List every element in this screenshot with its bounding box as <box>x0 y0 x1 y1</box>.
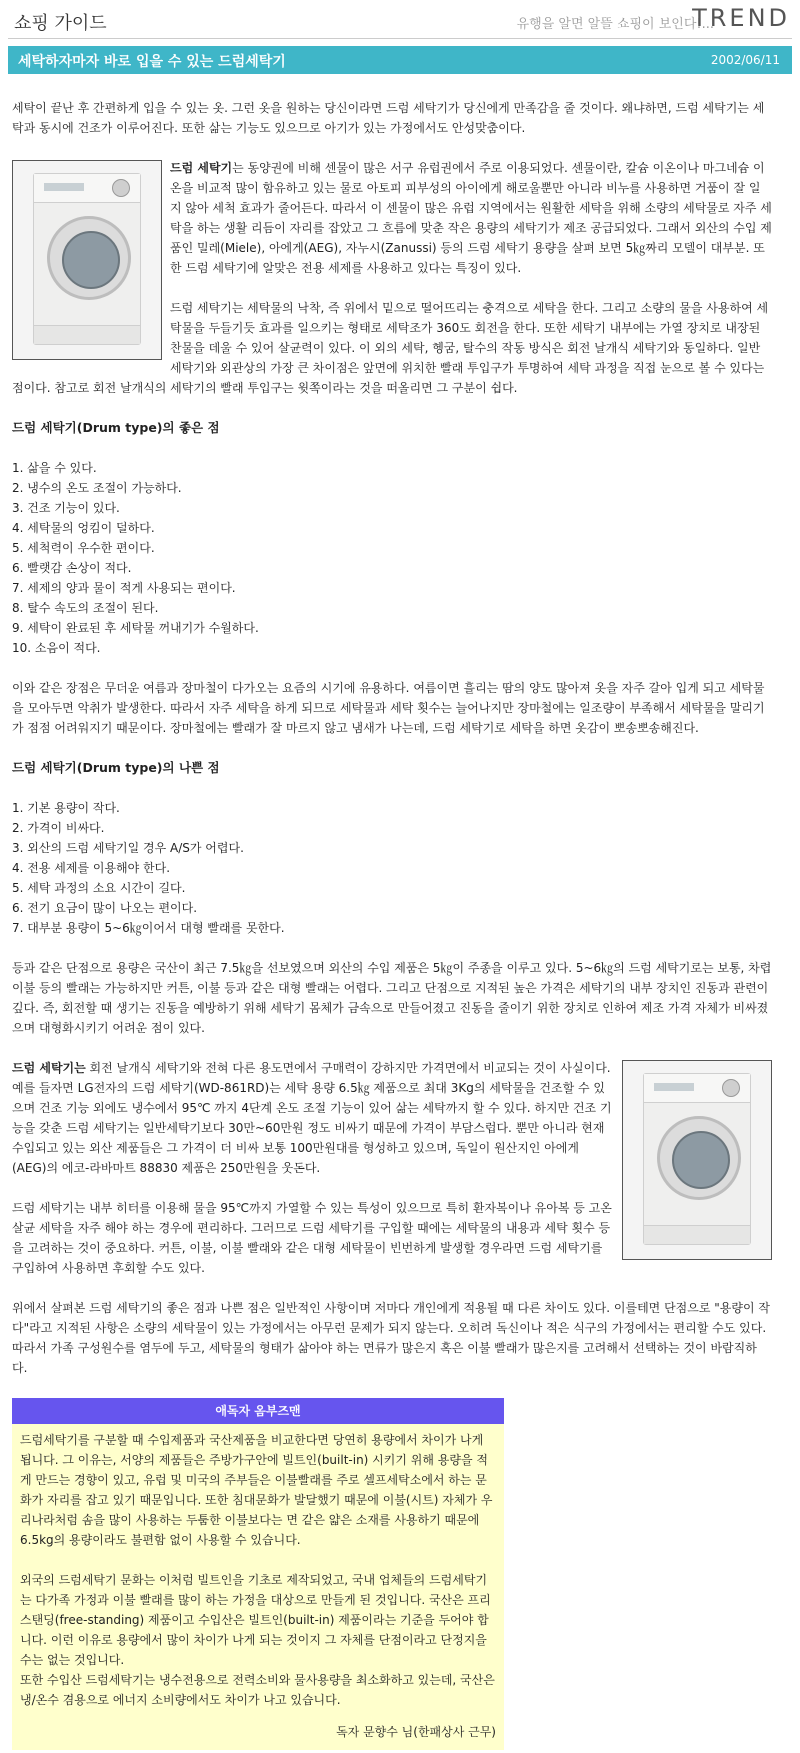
list-item: 6. 빨랫감 손상이 적다. <box>12 561 132 575</box>
article-date: 2002/06/11 <box>710 53 780 67</box>
top-header <box>0 0 800 40</box>
washer-door <box>657 1116 741 1200</box>
brand-logo: TREND <box>692 4 790 32</box>
intro-paragraph: 세탁이 끝난 후 간편하게 입을 수 있는 옷. 그런 옷을 원하는 당신이라면 드럼 세탁기가 당신에게 만족감을 줄 것이다. 왜냐하면, 드럼 세탁기는 세탁과 동시에 건조가 이루어진다. 또한 삶는 기능도 있으므로 아기가 있는 가정에서도 안성맞춤이다. <box>12 101 765 135</box>
washer-display <box>654 1083 694 1091</box>
washer-illustration <box>643 1073 751 1245</box>
paragraph-6: 드럼 세탁기는 내부 히터를 이용해 물을 95℃까지 가열할 수 있는 특성이 있으므로 특히 환자복이나 유아복 등 고온 살균 세탁을 자주 해야 하는 경우에 편리하다. 그러므로 드럼 세탁기를 구입할 때에는 세탁물의 내용과 세탁 횟수 등을 고려하는 것이 중요하다. 커튼, 이불, 이불 빨래와 같은 대형 세탁물이 빈번하게 발생할 경우라면 드럼 세탁기를 구입하여 사용하면 후회할 수도 있다. <box>12 1201 612 1275</box>
washer-photo-2 <box>622 1060 772 1260</box>
bad-points-heading: 드럼 세탁기(Drum type)의 나쁜 점 <box>12 760 220 775</box>
list-item: 9. 세탁이 완료된 후 세탁물 꺼내기가 수월하다. <box>12 621 259 635</box>
article-body <box>12 98 772 1750</box>
paragraph-3: 이와 같은 장점은 무더운 여름과 장마철이 다가오는 요즘의 시기에 유용하다. 여름이면 흘리는 땀의 양도 많아져 옷을 자주 갈아 입게 되고 세탁물을 모아두면 악취가 발생한다. 따라서 자주 세탁을 하게 되므로 세탁물과 세탁 횟수는 늘어나지만 장마철에는 일조량이 부족해서 세탁물을 말리기가 점점 어려워지기 때문이다. 장마철에는 빨래가 잘 마르지 않고 냄새가 나는데, 드럼 세탁기로 세탁을 하면 옷감이 뽀송뽀송해진다. <box>12 681 765 735</box>
list-item: 3. 외산의 드럼 세탁기일 경우 A/S가 어렵다. <box>12 841 244 855</box>
washer-base <box>34 325 140 344</box>
list-item: 3. 건조 기능이 있다. <box>12 501 120 515</box>
bad-points-list <box>12 798 772 938</box>
paragraph-1-lead: 드럼 세탁기 <box>170 161 233 175</box>
list-item: 1. 삶을 수 있다. <box>12 461 97 475</box>
paragraph-4: 등과 같은 단점으로 용량은 국산이 최근 7.5㎏을 선보였으며 외산의 수입 제품은 5㎏이 주종을 이루고 있다. 5~6㎏의 드럼 세탁기로는 보통, 차렵 이불 등의 빨래는 가능하지만 커튼, 이불 등과 같은 대형 빨래는 어렵다. 그리고 단점으로 지적된 높은 가격은 세탁기의 내부 장치인 진동과 관련이 깊다. 즉, 회전할 때 생기는 진동을 예방하기 위해 세탁기 몸체가 금속으로 만들어졌고 진동을 줄이기 위한 장치로 인하여 제조 가격 자체가 비싸졌으며 대형화시키기 어려운 점이 있다. <box>12 961 772 1035</box>
reader-box-body <box>12 1424 504 1750</box>
list-item: 8. 탈수 속도의 조절이 된다. <box>12 601 159 615</box>
list-item: 10. 소음이 적다. <box>12 641 101 655</box>
list-item: 4. 전용 세제를 이용해야 한다. <box>12 861 171 875</box>
washer-knob <box>112 179 130 197</box>
washer-photo-1 <box>12 160 162 360</box>
washer-glass <box>62 231 120 289</box>
list-item: 7. 대부분 용량이 5~6㎏이어서 대형 빨래를 못한다. <box>12 921 285 935</box>
paragraph-7: 위에서 살펴본 드럼 세탁기의 좋은 점과 나쁜 점은 일반적인 사항이며 저마다 개인에게 적용될 때 다른 차이도 있다. 이를테면 단점으로 "용량이 작다"라고 지적된 사항은 소량의 세탁물이 있는 가정에서는 아무런 문제가 되지 않는다. 오히려 독신이나 적은 식구의 가정에서는 편리할 수도 있다. 따라서 가족 구성원수를 염두에 두고, 세탁물의 형태가 삶아야 하는 면류가 많은지 혹은 이불 빨래가 많은지를 고려해서 선택하는 것이 바람직하다. <box>12 1301 770 1375</box>
list-item: 6. 전기 요금이 많이 나오는 편이다. <box>12 901 198 915</box>
list-item: 2. 가격이 비싸다. <box>12 821 105 835</box>
washer-display <box>44 183 84 191</box>
reader-box-paragraph-3: 또한 수입산 드럼세탁기는 냉수전용으로 전력소비와 물사용량을 최소화하고 있는데, 국산은 냉/온수 겸용으로 에너지 소비량에서도 차이가 나고 있습니다. <box>20 1673 495 1707</box>
list-item: 7. 세제의 양과 물이 적게 사용되는 편이다. <box>12 581 236 595</box>
tagline: 유행을 알면 알뜰 쇼핑이 보인다!... <box>516 17 714 32</box>
reader-signature: 독자 문향수 님(한패상사 근무) <box>336 1725 496 1739</box>
washer-control-panel <box>34 174 140 203</box>
good-points-heading: 드럼 세탁기(Drum type)의 좋은 점 <box>12 420 220 435</box>
paragraph-5-text: 회전 날개식 세탁기와 전혀 다른 용도면에서 구매력이 강하지만 가격면에서 비교되는 것이 사실이다. 예를 들자면 LG전자의 드럼 세탁기(WD-861RD)는 세탁 용량 6.5㎏ 제품으로 최대 3Kg의 세탁물을 건조할 수 있으며 건조 기능 외에도 냉수에서 95℃ 까지 4단계 온도 조절 기능이 있어 삶는 세탁까지 할 수 있다. 하지만 건조 기능을 갖춘 드럼 세탁기는 일반세탁기보다 30만~60만원 정도 비싸기 때문에 가격이 부담스럽다. 뿐만 아니라 현재 수입되고 있는 외산 제품들은 그 가격이 더 비싸 보통 100만원대를 형성하고 있으며, 독일이 원산지인 아에게(AEG)의 에코-라바마트 88830 제품은 250만원을 웃돈다. <box>12 1061 612 1175</box>
reader-ombudsman-box <box>12 1398 504 1750</box>
washer-knob <box>722 1079 740 1097</box>
paragraph-2: 드럼 세탁기는 세탁물의 낙착, 즉 위에서 밑으로 떨어뜨리는 충격으로 세탁을 한다. 그리고 소량의 물을 사용하여 세탁물을 두들기듯 효과를 일으키는 형태로 세탁조가 360도 회전을 한다. 또한 세탁기 내부에는 가열 장치로 내장된 찬물을 데울 수 있어 살균력이 있다. 이 외의 세탁, 헹굼, 탈수의 작동 방식은 회전 날개식 세탁기와 동일하다. 일반 세탁기와 외관상의 가장 큰 차이점은 앞면에 위치한 빨래 투입구가 투명하여 세탁 과정을 직접 눈으로 볼 수 있다는 점이다. 참고로 회전 날개식의 세탁기의 빨래 투입구는 윗쪽이라는 것을 떠올리면 그 구분이 쉽다. <box>12 301 769 395</box>
list-item: 5. 세척력이 우수한 편이다. <box>12 541 155 555</box>
reader-box-heading: 애독자 옴부즈맨 <box>12 1398 504 1424</box>
list-item: 2. 냉수의 온도 조절이 가능하다. <box>12 481 182 495</box>
header-divider <box>8 38 792 39</box>
list-item: 1. 기본 용량이 작다. <box>12 801 120 815</box>
list-item: 5. 세탁 과정의 소요 시간이 길다. <box>12 881 186 895</box>
list-item: 4. 세탁물의 엉킴이 덜하다. <box>12 521 155 535</box>
paragraph-1-text: 는 동양권에 비해 센물이 많은 서구 유럽권에서 주로 이용되었다. 센물이란, 칼슘 이온이나 마그네슘 이온을 비교적 많이 함유하고 있는 물로 아토피 피부성의 아이에게 해로울뿐만 아니라 비누를 사용하면 거품이 잘 일지 않아 세척 효과가 줄어든다. 따라서 이 센물이 많은 유럽 지역에서는 원활한 세탁을 위해 소량의 세탁물로 자주 세탁을 하는 생활 리듬이 자리를 잡았고 그 흐름에 맞춘 작은 용량의 세탁기가 제조 공급되었다. 그래서 외산의 수입 제품인 밀레(Miele), 아에게(AEG), 자누시(Zanussi) 등의 드럼 세탁기 용량을 살펴 보면 5㎏짜리 모델이 대부분. 또한 드럼 세탁기에 알맞은 전용 세제를 사용하고 있다는 특징이 있다. <box>170 161 772 275</box>
section-title: 쇼핑 가이드 <box>14 13 107 34</box>
washer-base <box>644 1225 750 1244</box>
washer-illustration <box>33 173 141 345</box>
good-points-list <box>12 458 772 658</box>
article-title-bar <box>8 46 792 74</box>
article-title: 세탁하자마자 바로 입을 수 있는 드럼세탁기 <box>18 54 286 70</box>
washer-control-panel <box>644 1074 750 1103</box>
washer-door <box>47 216 131 300</box>
reader-box-paragraph-1: 드럼세탁기를 구분할 때 수입제품과 국산제품을 비교한다면 당연히 용량에서 차이가 나게 됩니다. 그 이유는, 서양의 제품들은 주방가구안에 빌트인(built-in) 시키기 위해 용량을 적게 만드는 경향이 있고, 유럽 및 미국의 주부들은 이불빨래를 주로 셀프세탁소에서 하는 문화가 자리를 잡고 있기 때문입니다. 또한 침대문화가 발달했기 때문에 이불(시트) 자체가 우리나라처럼 솜을 많이 사용하는 두툼한 이불보다는 면 같은 얇은 소재를 사용하기 때문에 6.5kg의 용량이라도 불편함 없이 사용할 수 있습니다. <box>20 1433 493 1547</box>
reader-box-paragraph-2: 외국의 드럼세탁기 문화는 이처럼 빌트인을 기초로 제작되었고, 국내 업체들의 드럼세탁기는 다가족 가정과 이불 빨래를 많이 하는 가정을 대상으로 만들게 된 것입니다. 국산은 프리스탠딩(free-standing) 제품이고 수입산은 빌트인(built-in) 제품이라는 기준을 두어야 합니다. 이런 이유로 용량에서 많이 차이가 나게 되는 것이지 그 자체를 단점이라고 단정지을 수는 없는 것입니다. <box>20 1573 491 1667</box>
paragraph-5-lead: 드럼 세탁기는 <box>12 1061 86 1075</box>
washer-glass <box>672 1131 730 1189</box>
